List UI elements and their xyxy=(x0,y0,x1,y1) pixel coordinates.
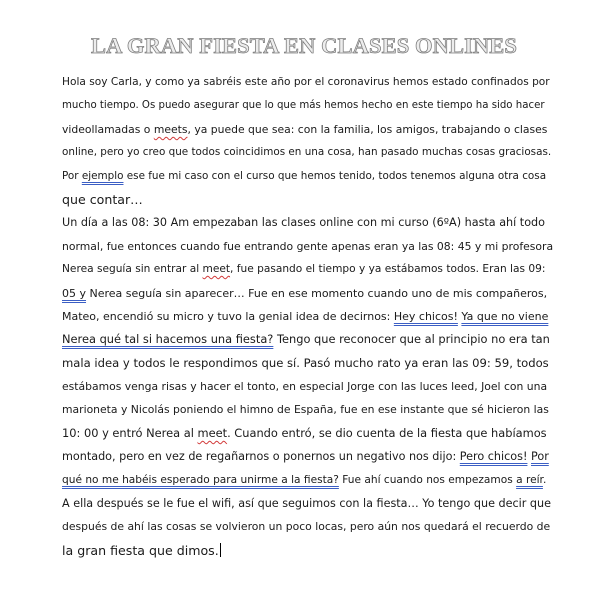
text-run: ese fue mi caso con el curso que hemos tenido, todos tenemos alguna otra cosa xyxy=(123,169,547,182)
text-run: montado, pero en vez de regañarnos o ponernos un negativo nos dijo: xyxy=(62,450,460,464)
text-run: , fue pasando el tiempo y ya estábamos todos. Eran las 09: xyxy=(230,263,546,276)
text-line xyxy=(62,375,552,398)
text-run: A ella después se le fue el wifi, así que seguimos con la fiesta… Yo tengo que decir que xyxy=(62,497,551,511)
text-line xyxy=(62,398,552,421)
text-line xyxy=(62,235,552,258)
text-run: que contar… xyxy=(62,191,143,207)
text-line xyxy=(62,118,552,141)
text-line xyxy=(62,188,552,211)
text-run: 10: 00 y entró Nerea al xyxy=(62,425,198,440)
text-line xyxy=(62,492,552,515)
text-line xyxy=(62,445,552,468)
text-line xyxy=(62,305,552,328)
text-line xyxy=(62,211,552,234)
text-run: . xyxy=(542,473,547,486)
text-run: , ya puede que sea: con la familia, los amigos, trabajando o clases xyxy=(187,122,548,136)
text-run: normal, fue entonces cuando fue entrando gente apenas eran ya las 08: 45 y mi profesora xyxy=(62,239,554,253)
text-run: estábamos venga risas y hacer el tonto, en especial Jorge con las luces leed, Joel con una xyxy=(62,380,548,394)
grammar-flag: Ya que no viene xyxy=(461,309,549,323)
text-line xyxy=(62,258,552,281)
text-run: Mateo, encendió su micro y tuvo la genial idea de decirnos: xyxy=(62,309,394,323)
text-run: online, pero yo creo que todos coincidimos en una cosa, han pasado muchas cosas graciosas. xyxy=(62,146,552,159)
grammar-flag: Por xyxy=(531,450,549,464)
grammar-flag: 05 y xyxy=(62,286,87,300)
text-run: . Cuando entró, se dio cuenta de la fiesta que habíamos xyxy=(227,425,547,440)
text-line xyxy=(62,352,552,375)
text-line xyxy=(62,328,552,351)
spelling-flag: meet xyxy=(202,263,231,276)
document-body[interactable] xyxy=(62,71,552,562)
text-run: mucho tiempo. Os puedo asegurar que lo que más hemos hecho en este tiempo ha sido hacer xyxy=(62,100,545,112)
document-title: LA GRAN FIESTA EN CLASES ONLINES xyxy=(90,33,518,58)
text-line xyxy=(62,515,552,538)
text-line xyxy=(62,282,552,305)
grammar-flag: Nerea qué tal si hacemos una fiesta? xyxy=(62,332,274,347)
grammar-flag: ejemplo xyxy=(81,169,124,182)
grammar-flag: qué no me habéis esperado para unirme a la fiesta? xyxy=(62,473,339,486)
grammar-flag: Pero chicos! xyxy=(459,450,528,464)
text-run: Nerea seguía sin aparecer… Fue en ese momento cuando uno de mis compañeros, xyxy=(86,286,548,300)
text-line xyxy=(62,94,552,117)
text-run: Tengo que reconocer que al principio no era tan xyxy=(273,332,550,347)
text-run: Un día a las 08: 30 Am empezaban las clases online con mi curso (6ºA) hasta ahí todo xyxy=(62,216,545,230)
spelling-flag: meets xyxy=(153,122,188,136)
text-run: marioneta y Nicolás poniendo el himno de España, fue en ese instante que sé hicieron las xyxy=(62,403,549,417)
text-line xyxy=(62,141,552,164)
grammar-flag: Hey chicos! xyxy=(393,309,458,323)
text-run: videollamadas o xyxy=(62,122,154,136)
text-line xyxy=(62,469,552,492)
text-cursor xyxy=(220,543,221,557)
text-line xyxy=(62,165,552,188)
text-run: Nerea seguía sin entrar al xyxy=(62,263,203,276)
text-run: mala idea y todos le respondimos que sí. Pasó mucho rato ya eran las 09: 59, todos xyxy=(62,355,549,370)
text-run: después de ahí las cosas se volvieron un poco locas, pero aún nos quedará el recuerdo de xyxy=(62,520,551,534)
spelling-flag: meet xyxy=(197,425,228,440)
text-run: Por xyxy=(62,169,82,182)
grammar-flag: a reír xyxy=(516,473,543,486)
text-line xyxy=(62,422,552,445)
text-run: Fue ahí cuando nos empezamos xyxy=(338,473,517,486)
text-line xyxy=(62,539,552,562)
text-line xyxy=(62,71,552,94)
text-run: Hola soy Carla, y como ya sabréis este año por el coronavirus hemos estado confinados por xyxy=(62,76,550,88)
text-run: la gran fiesta que dimos. xyxy=(62,542,219,558)
